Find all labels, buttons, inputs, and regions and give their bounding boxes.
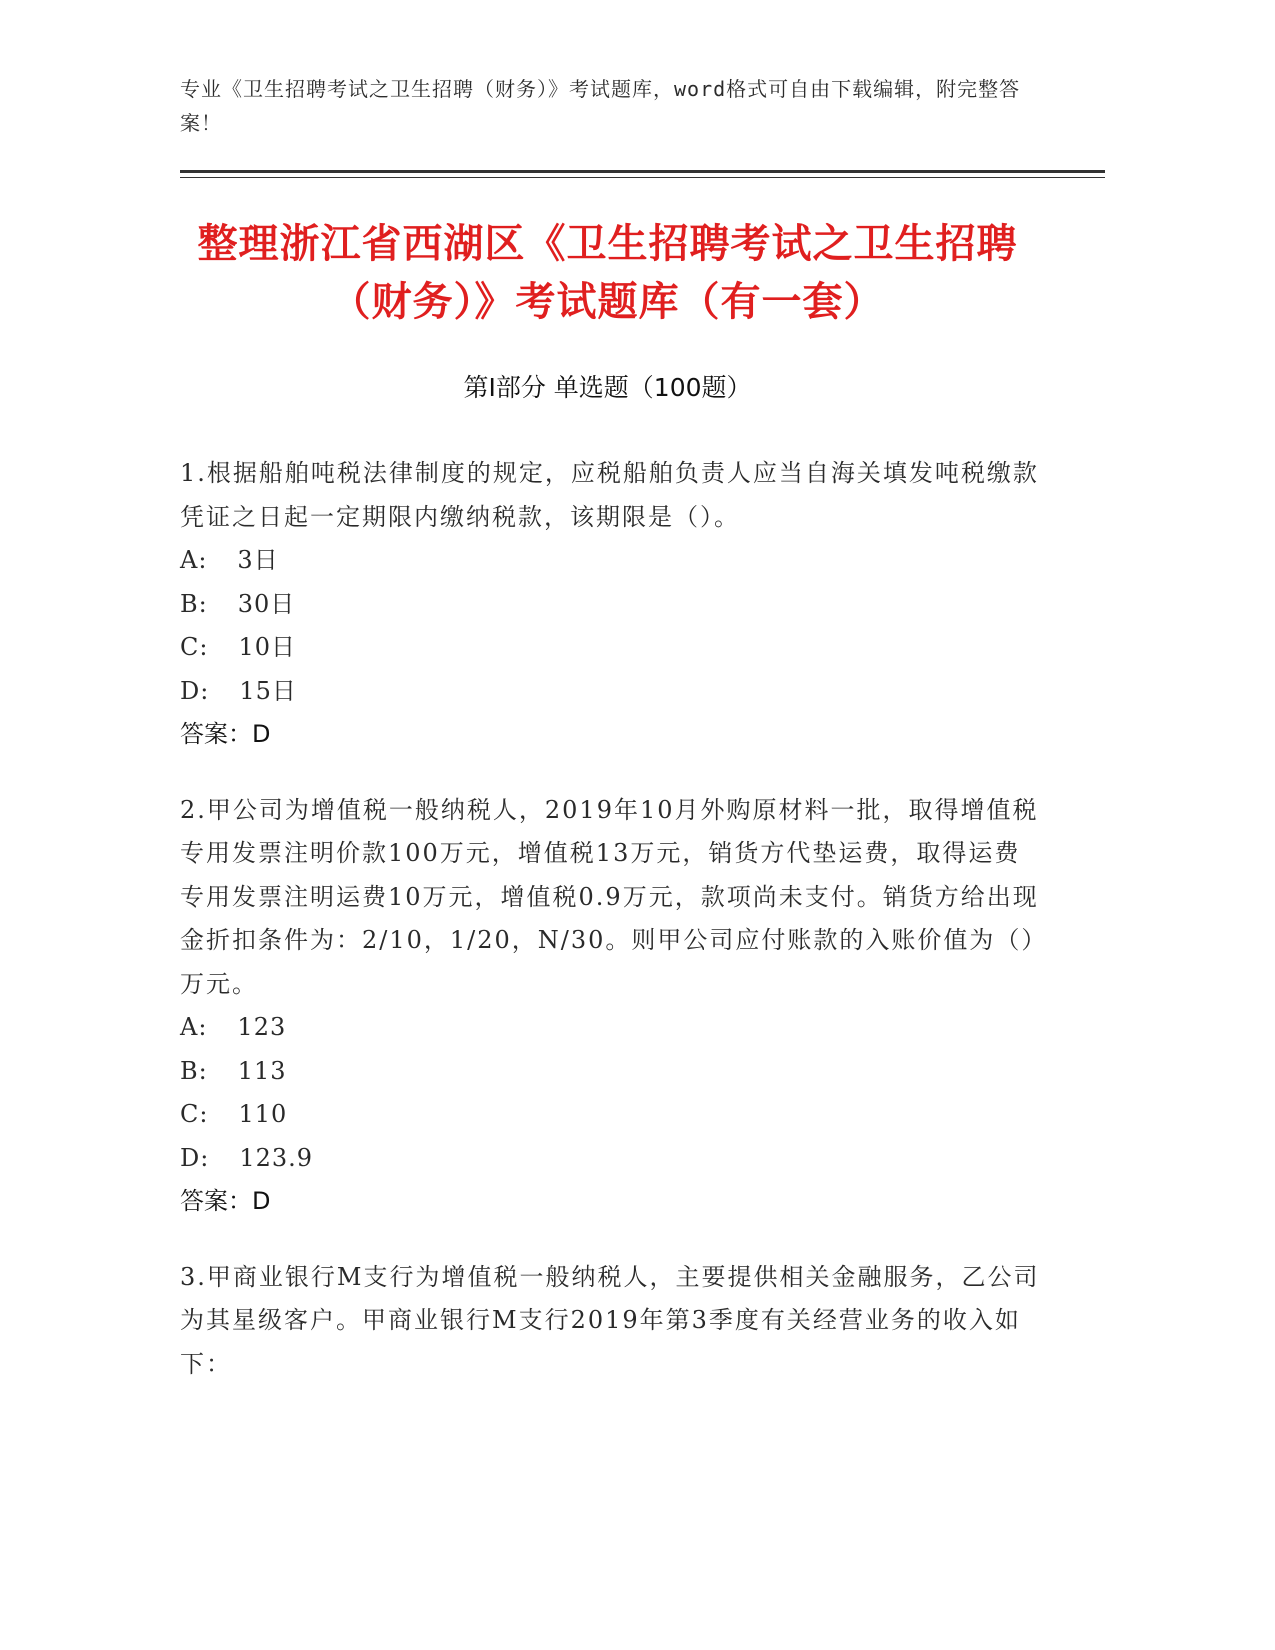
question-stem: 2.甲公司为增值税一般纳税人，2019年10月外购原材料一批，取得增值税专用发票注明价款100万元，增值税13万元，销货方代垫运费，取得运费专用发票注明运费10万元，增值税0.9万元，款项尚未支付。销货方给出现金折扣条件为：2/10，1/20，N/30。则甲公司应付账款的入账价值为（）万元。 xyxy=(180,795,1039,998)
option-letter: C: xyxy=(180,633,209,661)
question-list xyxy=(180,452,1040,1418)
question-stem: 1.根据船舶吨税法律制度的规定，应税船舶负责人应当自海关填发吨税缴款凭证之日起一定期限内缴纳税款，该期限是（）。 xyxy=(180,459,1039,531)
option-b xyxy=(180,1050,1040,1094)
option-letter: B: xyxy=(180,1056,208,1085)
option-d xyxy=(180,1137,1040,1181)
option-b xyxy=(180,583,1040,627)
question-1 xyxy=(180,452,1040,757)
question-3 xyxy=(180,1256,1040,1387)
header-divider-thick xyxy=(180,170,1105,173)
option-letter: B: xyxy=(180,589,208,618)
option-letter: D: xyxy=(180,1143,210,1172)
option-text: 15日 xyxy=(239,676,297,705)
option-text: 30日 xyxy=(237,589,296,618)
option-text: 10日 xyxy=(238,633,296,661)
header-note: 专业《卫生招聘考试之卫生招聘（财务）》考试题库，word格式可自由下载编辑，附完整答案！ xyxy=(180,77,1021,135)
option-a xyxy=(180,1006,1040,1050)
question-2 xyxy=(180,789,1040,1224)
option-c xyxy=(180,1093,1040,1137)
answer: 答案：D xyxy=(180,720,271,748)
option-d xyxy=(180,670,1040,714)
option-c xyxy=(180,626,1040,670)
section-title: 第Ⅰ部分 单选题（100题） xyxy=(463,373,752,402)
option-letter: A: xyxy=(180,1013,208,1041)
option-list xyxy=(180,539,1040,713)
option-letter: C: xyxy=(180,1100,209,1128)
document-title: 整理浙江省西湖区《卫生招聘考试之卫生招聘（财务）》考试题库（有一套） xyxy=(197,221,1018,325)
option-letter: D: xyxy=(180,676,210,705)
option-text: 123.9 xyxy=(239,1143,314,1172)
option-text: 110 xyxy=(238,1100,288,1128)
option-text: 3日 xyxy=(237,546,279,574)
option-text: 123 xyxy=(237,1013,287,1041)
option-letter: A: xyxy=(180,546,208,574)
option-a xyxy=(180,539,1040,583)
header-divider-thin xyxy=(180,177,1105,178)
answer: 答案：D xyxy=(180,1187,271,1215)
option-list xyxy=(180,1006,1040,1180)
question-stem: 3.甲商业银行M支行为增值税一般纳税人，主要提供相关金融服务，乙公司为其星级客户。甲商业银行M支行2019年第3季度有关经营业务的收入如下： xyxy=(180,1262,1040,1378)
option-text: 113 xyxy=(237,1056,287,1085)
